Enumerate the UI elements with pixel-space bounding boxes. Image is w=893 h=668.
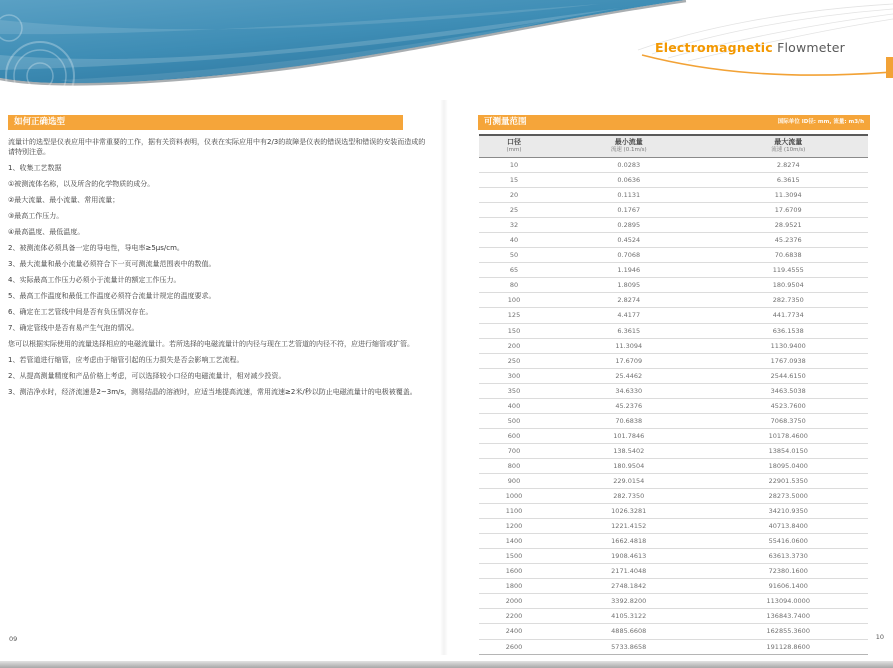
- table-cell: 50: [479, 248, 549, 263]
- table-cell: 2171.4048: [549, 564, 708, 579]
- table-cell: 636.1538: [709, 323, 869, 338]
- table-cell: 0.0636: [549, 173, 708, 188]
- wave-shape: [0, 0, 685, 83]
- table-row: [479, 308, 868, 323]
- table-row: [479, 323, 868, 338]
- table-row: [479, 233, 868, 248]
- table-cell: 1908.4613: [549, 549, 708, 564]
- selection-guide-text: [8, 138, 432, 404]
- table-cell: 2600: [479, 639, 549, 654]
- table-cell: 180.9504: [709, 278, 869, 293]
- page-number-left: 09: [9, 635, 18, 643]
- unit-note: 国际单位 ID径: mm, 流量: m3/h: [777, 119, 864, 125]
- table-cell: 101.7846: [549, 428, 708, 443]
- guide-paragraph: ①被测流体名称，以及所含的化学物质的成分。: [8, 179, 155, 188]
- table-cell: 300: [479, 368, 549, 383]
- table-row: [479, 293, 868, 308]
- guide-paragraph: ④最高温度、最低温度。: [8, 227, 85, 236]
- table-row: [479, 624, 868, 639]
- table-cell: 17.6709: [549, 353, 708, 368]
- table-cell: 119.4555: [709, 263, 869, 278]
- table-cell: 500: [479, 413, 549, 428]
- table-cell: 0.4524: [549, 233, 708, 248]
- table-cell: 2.8274: [709, 158, 869, 173]
- section-title-left: 如何正确选型: [14, 117, 66, 127]
- table-cell: 441.7734: [709, 308, 869, 323]
- table-cell: 0.1767: [549, 203, 708, 218]
- table-cell: 22901.5350: [709, 473, 869, 488]
- table-cell: 25: [479, 203, 549, 218]
- table-cell: 11.3094: [549, 338, 708, 353]
- table-cell: 100: [479, 293, 549, 308]
- table-row: [479, 428, 868, 443]
- table-row: [479, 639, 868, 654]
- table-cell: 900: [479, 473, 549, 488]
- table-cell: 0.2895: [549, 218, 708, 233]
- table-row: [479, 473, 868, 488]
- table-cell: 162855.3600: [709, 624, 869, 639]
- table-row: [479, 263, 868, 278]
- table-cell: 1200: [479, 519, 549, 534]
- table-row: [479, 504, 868, 519]
- table-cell: 6.3615: [549, 323, 708, 338]
- table-cell: 600: [479, 428, 549, 443]
- section-title-right: 可测量范围: [484, 117, 527, 127]
- table-cell: 1026.3281: [549, 504, 708, 519]
- table-cell: 5733.8658: [549, 639, 708, 654]
- table-cell: 3463.5038: [709, 383, 869, 398]
- table-cell: 91606.1400: [709, 579, 869, 594]
- table-cell: 700: [479, 443, 549, 458]
- table-cell: 4.4177: [549, 308, 708, 323]
- table-row: [479, 368, 868, 383]
- table-cell: 11.3094: [709, 188, 869, 203]
- table-cell: 40: [479, 233, 549, 248]
- table-cell: 20: [479, 188, 549, 203]
- table-cell: 229.0154: [549, 473, 708, 488]
- table-row: [479, 173, 868, 188]
- table-cell: 2200: [479, 609, 549, 624]
- table-cell: 63613.3730: [709, 549, 869, 564]
- table-cell: 1800: [479, 579, 549, 594]
- page-title: [655, 40, 845, 55]
- table-cell: 34.6330: [549, 383, 708, 398]
- table-cell: 70.6838: [709, 248, 869, 263]
- table-cell: 2.8274: [549, 293, 708, 308]
- table-row: [479, 338, 868, 353]
- table-cell: 136843.7400: [709, 609, 869, 624]
- table-cell: 6.3615: [709, 173, 869, 188]
- table-row: [479, 519, 868, 534]
- table-row: [479, 534, 868, 549]
- table-cell: 17.6709: [709, 203, 869, 218]
- table-row: [479, 609, 868, 624]
- table-row: [479, 413, 868, 428]
- table-row: [479, 549, 868, 564]
- table-cell: 55416.0600: [709, 534, 869, 549]
- guide-paragraph: 6、确定在工艺管线中间是否有负压情况存在。: [8, 307, 153, 316]
- table-cell: 15: [479, 173, 549, 188]
- guide-paragraph: ②最大流量、最小流量、常用流量；: [8, 195, 120, 204]
- table-cell: 34210.9350: [709, 504, 869, 519]
- table-row: [479, 248, 868, 263]
- brand-rest: Flowmeter: [772, 40, 845, 55]
- table-cell: 400: [479, 398, 549, 413]
- table-header-row: [479, 135, 868, 158]
- guide-paragraph: 您可以根据实际使用的流量选择相应的电磁流量计。若所选择的电磁流量计的内径与现在工艺管道的内径不符，应进行缩管或扩管。: [8, 339, 414, 348]
- table-row: [479, 564, 868, 579]
- table-cell: 4105.3122: [549, 609, 708, 624]
- table-cell: 1.1946: [549, 263, 708, 278]
- table-cell: 45.2376: [709, 233, 869, 248]
- page-gutter: [440, 100, 448, 655]
- table-row: [479, 458, 868, 473]
- measurable-range-table: [479, 134, 868, 655]
- table-cell: 1000: [479, 489, 549, 504]
- table-row: [479, 218, 868, 233]
- banner-wave-graphic: [0, 0, 893, 110]
- guide-paragraph: 3、最大流量和最小流量必须符合下一页可测流量范围表中的数值。: [8, 259, 216, 268]
- table-cell: 1.8095: [549, 278, 708, 293]
- table-cell: 0.0283: [549, 158, 708, 173]
- table-cell: 4885.6608: [549, 624, 708, 639]
- col-header-min-flow: 最小流量 流速 (0.1m/s): [549, 135, 708, 158]
- table-cell: 45.2376: [549, 398, 708, 413]
- table-cell: 1221.4152: [549, 519, 708, 534]
- table-row: [479, 353, 868, 368]
- table-cell: 2000: [479, 594, 549, 609]
- section-header-selection: [8, 115, 403, 130]
- table-row: [479, 203, 868, 218]
- table-row: [479, 579, 868, 594]
- table-cell: 70.6838: [549, 413, 708, 428]
- table-row: [479, 158, 868, 173]
- table-cell: 2544.6150: [709, 368, 869, 383]
- table-cell: 180.9504: [549, 458, 708, 473]
- table-cell: 13854.0150: [709, 443, 869, 458]
- table-cell: 1767.0938: [709, 353, 869, 368]
- table-row: [479, 383, 868, 398]
- orange-swoosh: [642, 55, 893, 75]
- brand-highlight: Electromagnetic: [654, 40, 773, 55]
- table-cell: 28.9521: [709, 218, 869, 233]
- table-cell: 25.4462: [549, 368, 708, 383]
- table-cell: 1400: [479, 534, 549, 549]
- table-cell: 4523.7600: [709, 398, 869, 413]
- table-cell: 1130.9400: [709, 338, 869, 353]
- guide-paragraph: 3、测洁净水时，经济流速是2~3m/s，测易结晶的溶液时，应适当地提高流速，常用流速≥2米/秒以防止电磁流量计的电极被覆盖。: [8, 387, 417, 396]
- table-cell: 18095.0400: [709, 458, 869, 473]
- table-cell: 800: [479, 458, 549, 473]
- table-cell: 2748.1842: [549, 579, 708, 594]
- table-cell: 0.7068: [549, 248, 708, 263]
- table-cell: 191128.8600: [709, 639, 869, 654]
- guide-paragraph: 1、收集工艺数据: [8, 163, 62, 172]
- table-cell: 350: [479, 383, 549, 398]
- guide-paragraph: 4、实际最高工作压力必须小于流量计的额定工作压力。: [8, 275, 181, 284]
- table-cell: 3392.8200: [549, 594, 708, 609]
- table-cell: 1100: [479, 504, 549, 519]
- table-cell: 32: [479, 218, 549, 233]
- table-cell: 28273.5000: [709, 489, 869, 504]
- table-cell: 0.1131: [549, 188, 708, 203]
- table-cell: 7068.3750: [709, 413, 869, 428]
- guide-paragraph: ③最高工作压力。: [8, 211, 64, 220]
- table-row: [479, 398, 868, 413]
- guide-paragraph: 2、从提高测量精度和产品价格上考虑，可以选择较小口径的电磁流量计，相对减少投资。: [8, 371, 286, 380]
- table-cell: 65: [479, 263, 549, 278]
- bottom-gray-bar: [0, 661, 893, 668]
- table-cell: 200: [479, 338, 549, 353]
- table-cell: 10178.4600: [709, 428, 869, 443]
- table-cell: 1662.4818: [549, 534, 708, 549]
- col-header-max-flow: 最大流量 流速 (10m/s): [709, 135, 869, 158]
- guide-paragraph: 7、确定管线中是否有易产生气泡的情况。: [8, 323, 139, 332]
- table-cell: 250: [479, 353, 549, 368]
- table-cell: 2400: [479, 624, 549, 639]
- table-row: [479, 443, 868, 458]
- guide-paragraph: 1、若管道进行缩管，应考虑由于缩管引起的压力损失是否会影响工艺流程。: [8, 355, 244, 364]
- table-cell: 72380.1600: [709, 564, 869, 579]
- table-cell: 40713.8400: [709, 519, 869, 534]
- table-cell: 80: [479, 278, 549, 293]
- table-row: [479, 594, 868, 609]
- table-cell: 125: [479, 308, 549, 323]
- table-cell: 138.5402: [549, 443, 708, 458]
- table-cell: 282.7350: [709, 293, 869, 308]
- col-header-diameter: 口径 (mm): [479, 135, 549, 158]
- table-cell: 282.7350: [549, 489, 708, 504]
- orange-edge-tab: [886, 57, 893, 78]
- guide-paragraph: 2、被测流体必须具备一定的导电性，导电率≥5μs/cm。: [8, 243, 184, 252]
- table-row: [479, 188, 868, 203]
- table-cell: 150: [479, 323, 549, 338]
- guide-paragraph: 5、最高工作温度和最低工作温度必须符合流量计规定的温度要求。: [8, 291, 216, 300]
- section-header-range: [478, 115, 870, 130]
- table-cell: 10: [479, 158, 549, 173]
- page-number-right: 10: [875, 633, 884, 641]
- guide-paragraph: 流量计的选型是仪表应用中非常重要的工作，据有关资料表明，仪表在实际应用中有2/3的故障是仪表的错误选型和错误的安装而造成的请特别注意。: [8, 138, 426, 156]
- table-row: [479, 489, 868, 504]
- table-row: [479, 278, 868, 293]
- table-cell: 1600: [479, 564, 549, 579]
- table-cell: 113094.0000: [709, 594, 869, 609]
- table-cell: 1500: [479, 549, 549, 564]
